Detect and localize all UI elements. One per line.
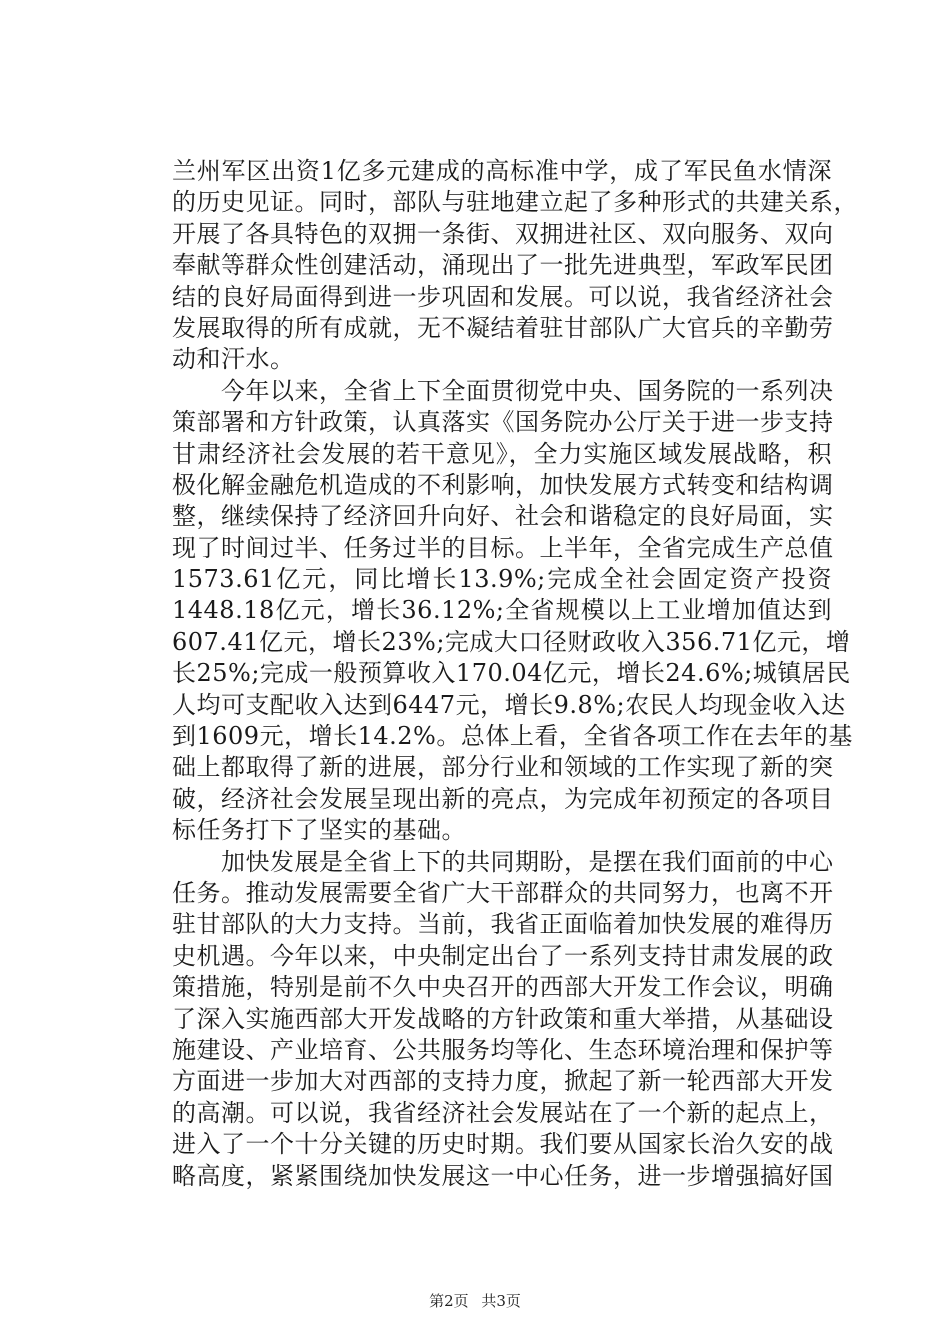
text-line: 人均可支配收入达到6447元，增长9.8%;农民人均现金收入达 bbox=[172, 690, 846, 719]
text-line: 结的良好局面得到进一步巩固和发展。可以说，我省经济社会 bbox=[172, 282, 834, 311]
text-line: 的历史见证。同时，部队与驻地建立起了多种形式的共建关系， bbox=[172, 188, 858, 217]
page-footer bbox=[0, 1290, 950, 1311]
text-line: 了深入实施西部大开发战略的方针政策和重大举措，从基础设 bbox=[172, 1004, 834, 1033]
text-line: 今年以来，全省上下全面贯彻党中央、国务院的一系列决 bbox=[172, 376, 834, 405]
text-line: 整，继续保持了经济回升向好、社会和谐稳定的良好局面，实 bbox=[172, 502, 834, 531]
text-line: 史机遇。今年以来，中央制定出台了一系列支持甘肃发展的政 bbox=[172, 941, 834, 970]
text-line: 开展了各具特色的双拥一条街、双拥进社区、双向服务、双向 bbox=[172, 219, 834, 248]
text-line: 发展取得的所有成就，无不凝结着驻甘部队广大官兵的辛勤劳 bbox=[172, 313, 834, 342]
page-number: 第2页 bbox=[429, 1292, 469, 1310]
text-line: 的高潮。可以说，我省经济社会发展站在了一个新的起点上， bbox=[172, 1098, 834, 1127]
text-line: 现了时间过半、任务过半的目标。上半年，全省完成生产总值 bbox=[172, 533, 834, 562]
text-line: 驻甘部队的大力支持。当前，我省正面临着加快发展的难得历 bbox=[172, 910, 834, 939]
text-line: 破，经济社会发展呈现出新的亮点，为完成年初预定的各项目 bbox=[172, 784, 834, 813]
text-line: 甘肃经济社会发展的若干意见》，全力实施区域发展战略，积 bbox=[172, 439, 832, 468]
text-line: 进入了一个十分关键的历史时期。我们要从国家长治久安的战 bbox=[172, 1130, 834, 1159]
page-total: 共3页 bbox=[481, 1292, 521, 1310]
paragraph bbox=[172, 376, 853, 847]
text-line: 607.41亿元，增长23%;完成大口径财政收入356.71亿元，增 bbox=[172, 627, 851, 656]
text-line: 略高度，紧紧围绕加快发展这一中心任务，进一步增强搞好国 bbox=[172, 1161, 834, 1190]
text-line: 标任务打下了坚实的基础。 bbox=[172, 816, 466, 845]
paragraph bbox=[172, 156, 858, 376]
paragraph bbox=[172, 847, 832, 1192]
text-line: 到1609元，增长14.2%。总体上看，全省各项工作在去年的基 bbox=[172, 722, 853, 751]
text-line: 方面进一步加大对西部的支持力度，掀起了新一轮西部大开发 bbox=[172, 1067, 834, 1096]
document-body bbox=[172, 156, 858, 1192]
text-line: 策部署和方针政策，认真落实《国务院办公厅关于进一步支持 bbox=[172, 408, 834, 437]
text-line: 施建设、产业培育、公共服务均等化、生态环境治理和保护等 bbox=[172, 1035, 834, 1064]
text-line: 1448.18亿元，增长36.12%;全省规模以上工业增加值达到 bbox=[172, 596, 832, 625]
text-line: 1573.61亿元，同比增长13.9%;完成全社会固定资产投资 bbox=[172, 565, 832, 594]
text-line: 极化解金融危机造成的不利影响，加快发展方式转变和结构调 bbox=[172, 470, 834, 499]
text-line: 长25%;完成一般预算收入170.04亿元，增长24.6%;城镇居民 bbox=[172, 659, 851, 688]
text-line: 任务。推动发展需要全省广大干部群众的共同努力，也离不开 bbox=[172, 878, 834, 907]
text-line: 动和汗水。 bbox=[172, 345, 295, 374]
text-line: 础上都取得了新的进展，部分行业和领域的工作实现了新的突 bbox=[172, 753, 834, 782]
text-line: 奉献等群众性创建活动，涌现出了一批先进典型，军政军民团 bbox=[172, 251, 834, 280]
text-line: 策措施，特别是前不久中央召开的西部大开发工作会议，明确 bbox=[172, 973, 834, 1002]
text-line: 加快发展是全省上下的共同期盼，是摆在我们面前的中心 bbox=[172, 847, 834, 876]
text-line: 兰州军区出资1亿多元建成的高标准中学，成了军民鱼水情深 bbox=[172, 157, 832, 185]
